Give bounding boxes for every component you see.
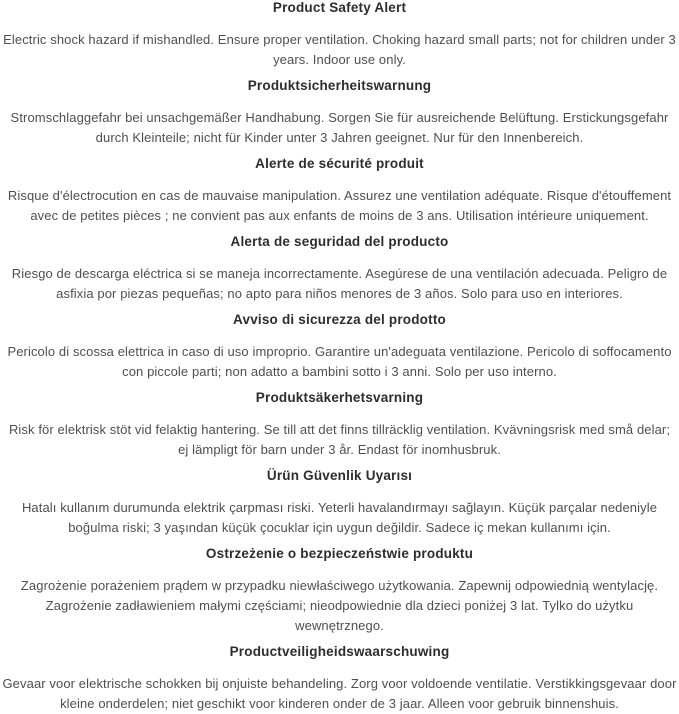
section-dutch — [2, 645, 677, 714]
section-english — [2, 1, 677, 70]
section-heading: Produktsicherheitswarnung — [247, 78, 432, 93]
section-polish — [2, 547, 677, 636]
section-german — [2, 79, 677, 148]
section-heading: Productveiligheidswaarschuwing — [229, 644, 450, 659]
section-body: Electric shock hazard if mishandled. Ensure proper ventilation. Choking hazard small parts; not for children under 3 years. Indoor use only. — [3, 32, 676, 67]
section-heading: Avviso di sicurezza del prodotto — [233, 312, 446, 327]
section-spanish — [2, 235, 677, 304]
section-body: Risk för elektrisk stöt vid felaktig hantering. Se till att det finns tillräcklig ventilation. Kvävningsrisk med små delar; ej lämpligt för barn under 3 år. Endast för inomhusbruk. — [8, 422, 671, 457]
section-body: Stromschlaggefahr bei unsachgemäßer Handhabung. Sorgen Sie für ausreichende Belüftung. Erstickungsgefahr durch Kleinteile; nicht für Kinder unter 3 Jahren geeignet. Nur für den Innenbereich. — [10, 110, 669, 145]
section-swedish — [2, 391, 677, 460]
section-heading: Product Safety Alert — [272, 0, 407, 15]
section-heading: Alerte de sécurité produit — [255, 156, 424, 171]
section-italian — [2, 313, 677, 382]
section-heading: Ostrzeżenie o bezpieczeństwie produktu — [205, 546, 474, 561]
section-french — [2, 157, 677, 226]
section-body: Gevaar voor elektrische schokken bij onjuiste behandeling. Zorg voor voldoende ventilatie. Verstikkingsgevaar door kleine onderdelen; niet geschikt voor kinderen onder de 3 jaar. Alleen voor gebruik binnenshuis. — [2, 676, 677, 711]
section-body: Hatalı kullanım durumunda elektrik çarpması riski. Yeterli havalandırmayı sağlayın. Küçük parçalar nedeniyle boğulma riski; 3 yaşından küçük çocuklar için uygun değildir. Sadece iç mekan kullanımı için. — [21, 500, 658, 535]
section-heading: Produktsäkerhetsvarning — [255, 390, 424, 405]
section-heading: Alerta de seguridad del producto — [230, 234, 449, 249]
section-body: Riesgo de descarga eléctrica si se maneja incorrectamente. Asegúrese de una ventilación adecuada. Peligro de asfixia por piezas pequeñas; no apto para niños menores de 3 años. Solo para uso en interiores. — [11, 266, 668, 301]
section-turkish — [2, 469, 677, 538]
section-heading: Ürün Güvenlik Uyarısı — [266, 468, 413, 483]
section-body: Zagrożenie porażeniem prądem w przypadku niewłaściwego użytkowania. Zapewnij odpowiednią wentylację. Zagrożenie zadławieniem małymi częściami; nieodpowiednie dla dzieci poniżej 3 lat. Tylko do użytku wewnętrznego. — [20, 578, 659, 633]
section-body: Risque d'électrocution en cas de mauvaise manipulation. Assurez une ventilation adéquate. Risque d'étouffement avec de petites pièces ; ne convient pas aux enfants de moins de 3 ans. Utilisation intérieure uniquement. — [7, 188, 672, 223]
section-body: Pericolo di scossa elettrica in caso di uso improprio. Garantire un'adeguata ventilazione. Pericolo di soffocamento con piccole parti; non adatto a bambini sotto i 3 anni. Solo per uso interno. — [7, 344, 672, 379]
